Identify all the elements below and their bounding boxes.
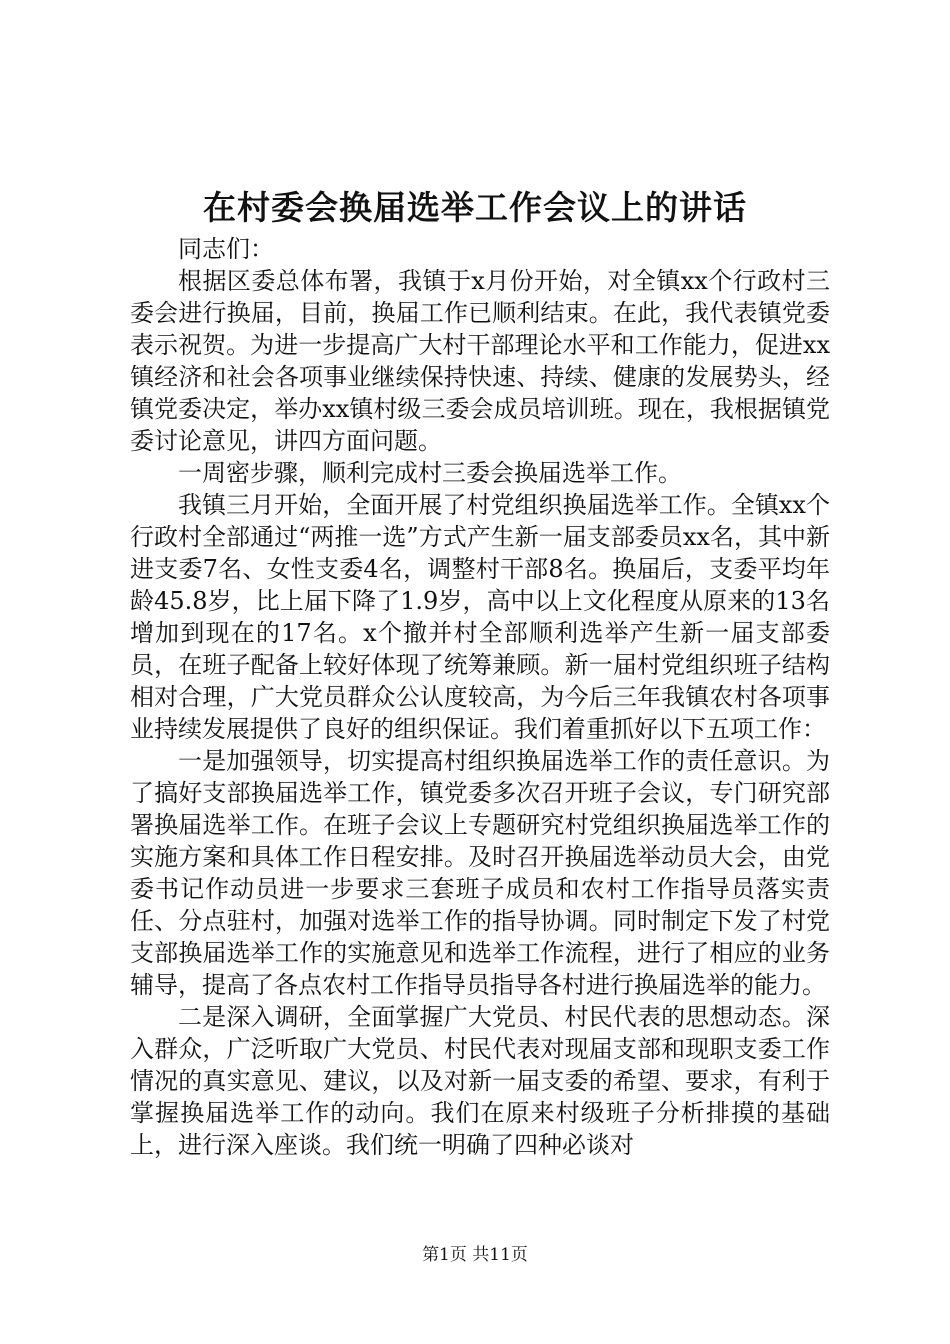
page-number-footer: 第1页 共11页 (422, 1245, 528, 1265)
section-heading-paragraph: 一周密步骤，顺利完成村三委会换届选举工作。 (178, 459, 682, 487)
point-two-paragraph: 二是深入调研，全面掌握广大党员、村民代表的思想动态。深入群众，广泛听取广大党员、村民代表对现届支部和现职支委工作情况的真实意见、建议，以及对新一届支委的希望、要求，有利于掌握换届选举工作的动向。我们在原来村级班子分析排摸的基础上，进行深入座谈。我们统一明确了四种必谈对 (130, 1003, 830, 1159)
document-body (130, 233, 830, 1161)
summary-paragraph: 我镇三月开始，全面开展了村党组织换届选举工作。全镇xx个行政村全部通过“两推一选”方式产生新一届支部委员xx名，其中新进支委7名、女性支委4名，调整村干部8名。换届后，支委平均年龄45.8岁，比上届下降了1.9岁，高中以上文化程度从原来的13名增加到现在的17名。x个撤并村全部顺利选举产生新一届支部委员，在班子配备上较好体现了统筹兼顾。新一届村党组织班子结构相对合理，广大党员群众公认度较高，为今后三年我镇农村各项事业持续发展提供了良好的组织保证。我们着重抓好以下五项工作： (130, 491, 830, 743)
salutation-paragraph: 同志们： (178, 235, 274, 263)
point-one-paragraph: 一是加强领导，切实提高村组织换届选举工作的责任意识。为了搞好支部换届选举工作，镇党委多次召开班子会议，专门研究部署换届选举工作。在班子会议上专题研究村党组织换届选举工作的实施方案和具体工作日程安排。及时召开换届选举动员大会，由党委书记作动员进一步要求三套班子成员和农村工作指导员落实责任、分点驻村，加强对选举工作的指导协调。同时制定下发了村党支部换届选举工作的实施意见和选举工作流程，进行了相应的业务辅导，提高了各点农村工作指导员指导各村进行换届选举的能力。 (130, 747, 830, 999)
document-title: 在村委会换届选举工作会议上的讲话 (203, 188, 747, 227)
intro-paragraph: 根据区委总体布署，我镇于x月份开始，对全镇xx个行政村三委会进行换届，目前，换届工作已顺利结束。在此，我代表镇党委表示祝贺。为进一步提高广大村干部理论水平和工作能力，促进xx镇经济和社会各项事业继续保持快速、持续、健康的发展势头，经镇党委决定，举办xx镇村级三委会成员培训班。现在，我根据镇党委讨论意见，讲四方面问题。 (130, 267, 830, 455)
